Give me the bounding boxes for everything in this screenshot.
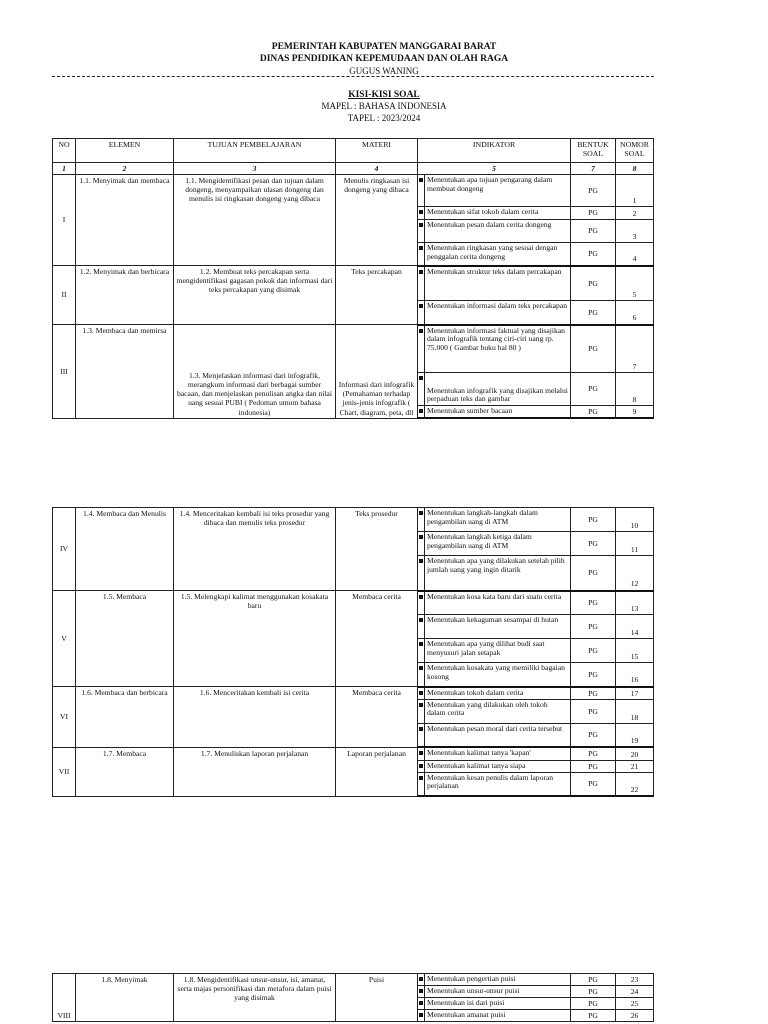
col-index: 3 bbox=[174, 163, 336, 175]
nomor-soal: 11 bbox=[616, 532, 654, 556]
indikator-text: Menentukan pengertian puisi bbox=[425, 974, 571, 986]
nomor-soal: 24 bbox=[616, 986, 654, 998]
indikator-text: Menentukan tokoh dalam cerita bbox=[425, 687, 571, 700]
col-header-bentuk: BENTUK SOAL bbox=[571, 139, 616, 163]
nomor-soal: 16 bbox=[616, 663, 654, 687]
indikator-text: Menentukan kosakata yang memiliki bagaian kosong bbox=[425, 663, 571, 687]
bentuk-soal: PG bbox=[571, 615, 616, 639]
nomor-soal: 4 bbox=[616, 243, 654, 266]
bullet-icon bbox=[418, 301, 425, 325]
header-divider bbox=[52, 76, 654, 77]
bentuk-soal: PG bbox=[571, 220, 616, 243]
col-header-elemen: ELEMEN bbox=[76, 139, 174, 163]
indikator-text: Menentukan isi dari puisi bbox=[425, 998, 571, 1010]
bullet-icon bbox=[418, 220, 425, 243]
nomor-soal: 17 bbox=[616, 687, 654, 700]
group-number: V bbox=[53, 591, 76, 687]
group-materi: Teks prosedur bbox=[336, 508, 418, 591]
nomor-soal: 10 bbox=[616, 508, 654, 532]
indikator-text: Menentukan amanat puisi bbox=[425, 1010, 571, 1022]
bullet-icon bbox=[418, 974, 425, 986]
bullet-icon bbox=[418, 175, 425, 207]
nomor-soal: 9 bbox=[616, 406, 654, 419]
col-index: 7 bbox=[571, 163, 616, 175]
bentuk-soal: PG bbox=[571, 532, 616, 556]
header-department: DINAS PENDIDIKAN KEPEMUDAAN DAN OLAH RAGA bbox=[259, 54, 509, 64]
bentuk-soal: PG bbox=[571, 974, 616, 986]
grid-table-2 bbox=[52, 507, 654, 797]
table-row bbox=[53, 747, 654, 760]
group-materi: Membaca cerita bbox=[336, 687, 418, 748]
table-row bbox=[53, 175, 654, 207]
indikator-text: Menentukan kekaguman sesampai di hutan bbox=[425, 615, 571, 639]
nomor-soal: 22 bbox=[616, 772, 654, 796]
col-index: 8 bbox=[616, 163, 654, 175]
nomor-soal: 18 bbox=[616, 699, 654, 723]
bentuk-soal: PG bbox=[571, 772, 616, 796]
nomor-soal: 25 bbox=[616, 998, 654, 1010]
table-row bbox=[53, 508, 654, 532]
bentuk-soal: PG bbox=[571, 723, 616, 747]
bentuk-soal: PG bbox=[571, 591, 616, 615]
group-number: III bbox=[53, 325, 76, 419]
bentuk-soal: PG bbox=[571, 406, 616, 419]
group-materi: Informasi dari infografik (Pemahaman terhadap jenis-jenis infografik ( Chart, diagram, peta, dll bbox=[336, 325, 418, 419]
bullet-icon bbox=[418, 772, 425, 796]
group-elemen: 1.2. Menyimak dan berbicara bbox=[76, 266, 174, 325]
col-index: 4 bbox=[336, 163, 418, 175]
table-row bbox=[53, 325, 654, 373]
bentuk-soal: PG bbox=[571, 175, 616, 207]
nomor-soal: 2 bbox=[616, 207, 654, 220]
group-materi: Membaca cerita bbox=[336, 591, 418, 687]
group-tujuan: 1.4. Menceritakan kembali isi teks prosedur yang dibaca dan menulis teks prosedur bbox=[174, 508, 336, 591]
bullet-icon bbox=[418, 266, 425, 301]
bentuk-soal: PG bbox=[571, 986, 616, 998]
indikator-text: Menentukan apa tujuan pengarang dalam membuat dongeng bbox=[425, 175, 571, 207]
group-elemen: 1.6. Membaca dan berbicara bbox=[76, 687, 174, 748]
indikator-text: Menentukan struktur teks dalam percakapan bbox=[425, 266, 571, 301]
group-tujuan: 1.7. Menuliskan laporan perjalanan bbox=[174, 747, 336, 796]
document-title: KISI-KISI SOAL bbox=[348, 90, 420, 100]
group-tujuan: 1.2. Membuat teks percakapan serta mengidentifikasi gagasan pokok dan informasi dari teks percakapan yang disimak bbox=[174, 266, 336, 325]
bentuk-soal: PG bbox=[571, 207, 616, 220]
bentuk-soal: PG bbox=[571, 266, 616, 301]
group-elemen: 1.7. Membaca bbox=[76, 747, 174, 796]
col-header-indikator: INDIKATOR bbox=[418, 139, 571, 163]
group-tujuan: 1.1. Mengidentifikasi pesan dan tujuan dalam dongeng, menyampaikan ulasan dongeng dan menulis isi ringkasan dongeng yang dibaca bbox=[174, 175, 336, 266]
indikator-text: Menentukan kalimat tanya siapa bbox=[425, 760, 571, 772]
col-header-nomor: NOMOR SOAL bbox=[616, 139, 654, 163]
bentuk-soal: PG bbox=[571, 243, 616, 266]
indikator-text: Menentukan sumber bacaan bbox=[425, 406, 571, 419]
bullet-icon bbox=[418, 723, 425, 747]
bentuk-soal: PG bbox=[571, 325, 616, 373]
bullet-icon bbox=[418, 373, 425, 406]
bullet-icon bbox=[418, 747, 425, 760]
bullet-icon bbox=[418, 998, 425, 1010]
group-tujuan: 1.5. Melengkapi kalimat menggunakan kosakata baru bbox=[174, 591, 336, 687]
col-index: 1 bbox=[53, 163, 76, 175]
nomor-soal: 8 bbox=[616, 373, 654, 406]
bullet-icon bbox=[418, 532, 425, 556]
school-year-line: TAPEL : 2023/2024 bbox=[347, 113, 421, 123]
indikator-text: Menentukan kalimat tanya 'kapan' bbox=[425, 747, 571, 760]
group-number: VII bbox=[53, 747, 76, 796]
nomor-soal: 13 bbox=[616, 591, 654, 615]
bentuk-soal: PG bbox=[571, 747, 616, 760]
group-materi: Laporan perjalanan bbox=[336, 747, 418, 796]
bullet-icon bbox=[418, 663, 425, 687]
bullet-icon bbox=[418, 687, 425, 700]
col-index: 2 bbox=[76, 163, 174, 175]
group-tujuan: 1.3. Menjelaskan informasi dari infografik, merangkum informasi dari berbagai sumber bacaan, dan menjelaskan penulisan angka dan nilai uang sesuai PUBI ( Pedoman umum bahasa indonesia) bbox=[174, 325, 336, 419]
bullet-icon bbox=[418, 508, 425, 532]
bullet-icon bbox=[418, 207, 425, 220]
indikator-text: Menentukan kesan penulis dalam laporan perjalanan bbox=[425, 772, 571, 796]
table-row bbox=[53, 266, 654, 301]
group-elemen: 1.3. Membaca dan memirsa bbox=[76, 325, 174, 419]
group-number: VIII bbox=[53, 974, 76, 1022]
header-cluster: GUGUS WANING bbox=[349, 66, 419, 76]
indikator-text: Menentukan informasi dalam teks percakapan bbox=[425, 301, 571, 325]
nomor-soal: 26 bbox=[616, 1010, 654, 1022]
nomor-soal: 1 bbox=[616, 175, 654, 207]
group-number: I bbox=[53, 175, 76, 266]
bentuk-soal: PG bbox=[571, 998, 616, 1010]
bentuk-soal: PG bbox=[571, 699, 616, 723]
bentuk-soal: PG bbox=[571, 1010, 616, 1022]
bentuk-soal: PG bbox=[571, 687, 616, 700]
bentuk-soal: PG bbox=[571, 508, 616, 532]
indikator-text: Menentukan informasi faktual yang disajikan dalam infografik tentang ciri-ciri uang rp. 75.000 ( Gambar buku hal 80 ) bbox=[425, 325, 571, 373]
indikator-text: Menentukan infografik yang disajikan melalui perpaduan teks dan gambar bbox=[425, 373, 571, 406]
nomor-soal: 6 bbox=[616, 301, 654, 325]
grid-table-1 bbox=[52, 138, 654, 419]
group-tujuan: 1.8. Mengidentifikasi unsur-unsur, isi, amanat, serta majas personifikasi dan metafora dalam puisi yang disimak bbox=[174, 974, 336, 1022]
nomor-soal: 21 bbox=[616, 760, 654, 772]
nomor-soal: 5 bbox=[616, 266, 654, 301]
bullet-icon bbox=[418, 615, 425, 639]
group-materi: Puisi bbox=[336, 974, 418, 1022]
bullet-icon bbox=[418, 591, 425, 615]
nomor-soal: 14 bbox=[616, 615, 654, 639]
bullet-icon bbox=[418, 639, 425, 663]
group-elemen: 1.4. Membaca dan Menulis bbox=[76, 508, 174, 591]
indikator-text: Menentukan langkah-langkah dalam pengambilan uang di ATM bbox=[425, 508, 571, 532]
group-elemen: 1.1. Menyimak dan membaca bbox=[76, 175, 174, 266]
bullet-icon bbox=[418, 986, 425, 998]
bentuk-soal: PG bbox=[571, 663, 616, 687]
bullet-icon bbox=[418, 325, 425, 373]
nomor-soal: 23 bbox=[616, 974, 654, 986]
nomor-soal: 3 bbox=[616, 220, 654, 243]
indikator-text: Menentukan ringkasan yang sesuai dengan penggalan cerita dongeng bbox=[425, 243, 571, 266]
nomor-soal: 19 bbox=[616, 723, 654, 747]
bentuk-soal: PG bbox=[571, 556, 616, 591]
group-materi: Menulis ringkasan isi dongeng yang dibaca bbox=[336, 175, 418, 266]
nomor-soal: 20 bbox=[616, 747, 654, 760]
bentuk-soal: PG bbox=[571, 301, 616, 325]
bentuk-soal: PG bbox=[571, 760, 616, 772]
table-row bbox=[53, 591, 654, 615]
table-row bbox=[53, 974, 654, 986]
indikator-text: Menentukan langkah ketiga dalam pengambilan uang di ATM bbox=[425, 532, 571, 556]
bullet-icon bbox=[418, 243, 425, 266]
subject-line: MAPEL : BAHASA INDONESIA bbox=[321, 101, 447, 111]
nomor-soal: 12 bbox=[616, 556, 654, 591]
col-index: 5 bbox=[418, 163, 571, 175]
nomor-soal: 7 bbox=[616, 325, 654, 373]
bullet-icon bbox=[418, 1010, 425, 1022]
grid-table-3 bbox=[52, 973, 654, 1022]
group-tujuan: 1.6. Menceritakan kembali isi cerita bbox=[174, 687, 336, 748]
bullet-icon bbox=[418, 406, 425, 419]
indikator-text: Menentukan apa yang dilihat budi saat menyusuri jalan setapak bbox=[425, 639, 571, 663]
col-header-tujuan: TUJUAN PEMBELAJARAN bbox=[174, 139, 336, 163]
indikator-text: Menentukan yang dilakukan oleh tokoh dalam cerita bbox=[425, 699, 571, 723]
col-header-no: NO bbox=[53, 139, 76, 163]
bentuk-soal: PG bbox=[571, 639, 616, 663]
indikator-text: Menentukan apa yang dilakukan setelah pilih jumlah uang yang ingin ditarik bbox=[425, 556, 571, 591]
group-number: II bbox=[53, 266, 76, 325]
bentuk-soal: PG bbox=[571, 373, 616, 406]
indikator-text: Menentukan kosa kata baru dari suatu cerita bbox=[425, 591, 571, 615]
indikator-text: Menentukan pesan moral dari cerita tersebut bbox=[425, 723, 571, 747]
indikator-text: Menentukan unsur-unsur puisi bbox=[425, 986, 571, 998]
nomor-soal: 15 bbox=[616, 639, 654, 663]
bullet-icon bbox=[418, 760, 425, 772]
indikator-text: Menentukan sifat tokoh dalam cerita bbox=[425, 207, 571, 220]
group-materi: Teks percakapan bbox=[336, 266, 418, 325]
bullet-icon bbox=[418, 699, 425, 723]
bullet-icon bbox=[418, 556, 425, 591]
group-number: IV bbox=[53, 508, 76, 591]
group-elemen: 1.5. Membaca bbox=[76, 591, 174, 687]
table-row bbox=[53, 687, 654, 700]
group-number: VI bbox=[53, 687, 76, 748]
indikator-text: Menentukan pesan dalam cerita dongeng bbox=[425, 220, 571, 243]
col-header-materi: MATERI bbox=[336, 139, 418, 163]
header-government: PEMERINTAH KABUPATEN MANGGARAI BARAT bbox=[271, 42, 497, 52]
group-elemen: 1.8. Menyimak bbox=[76, 974, 174, 1022]
